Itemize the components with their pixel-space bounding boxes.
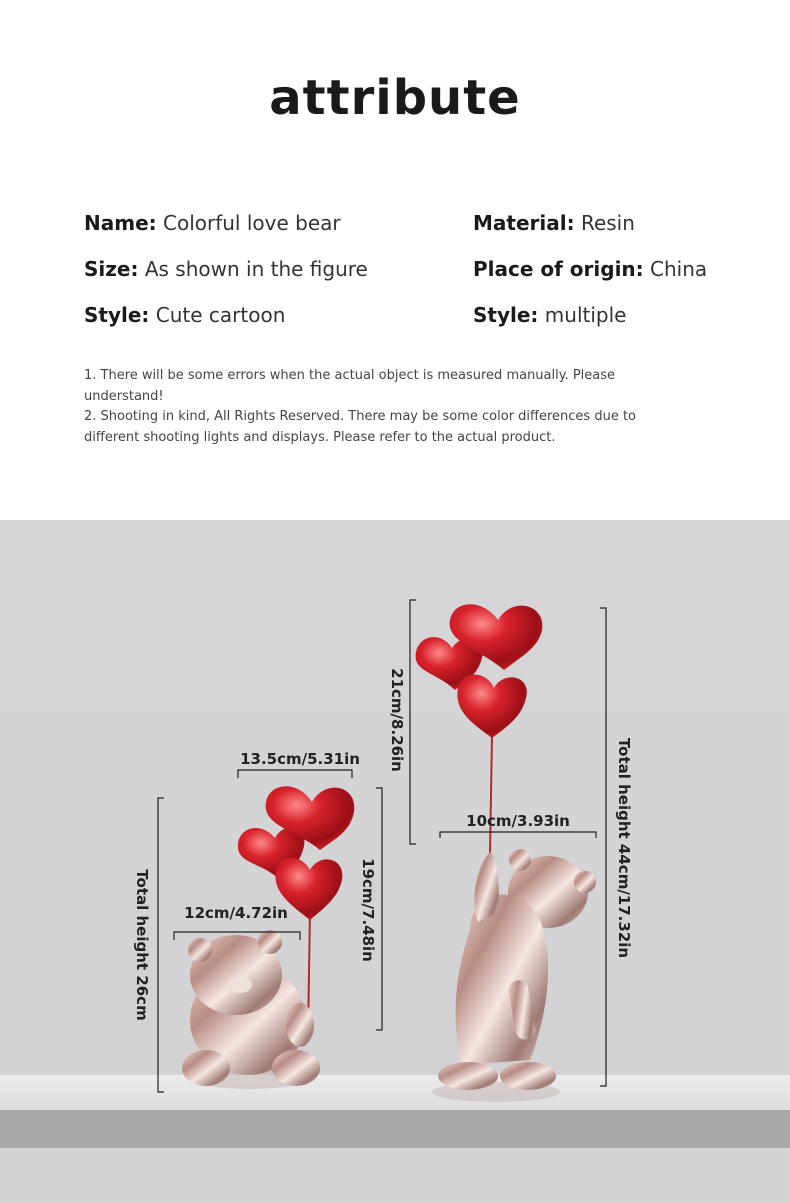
- shelf-top: [0, 1075, 790, 1110]
- product-photo: [0, 520, 790, 1203]
- attribute-key: Style:: [473, 303, 539, 327]
- small-heart-balloons: [238, 786, 354, 920]
- page-title: attribute: [269, 70, 521, 126]
- attribute-value: As shown in the figure: [144, 257, 368, 281]
- notes: [84, 366, 694, 448]
- large-bear-width-label: 10cm/3.93in: [466, 812, 570, 830]
- attribute-value: China: [650, 257, 708, 281]
- small-balloon-height-label: 19cm/7.48in: [359, 858, 377, 962]
- attribute-style-variant: [473, 303, 626, 327]
- attribute-value: multiple: [544, 303, 627, 327]
- attribute-name: [84, 211, 341, 235]
- attribute-key: Material:: [473, 211, 575, 235]
- attribute-value: Colorful love bear: [163, 211, 341, 235]
- balloon-string: [490, 735, 492, 855]
- large-balloon-height-label: 21cm/8.26in: [388, 668, 406, 772]
- large-heart-balloons: [416, 604, 543, 738]
- small-bear: [182, 930, 320, 1089]
- attribute-style: [84, 303, 285, 327]
- small-bear-width-label: 12cm/4.72in: [184, 904, 288, 922]
- note-item: 1. There will be some errors when the actual object is measured manually. Please understand!: [84, 368, 616, 404]
- attribute-size: [84, 257, 368, 281]
- attribute-value: Resin: [580, 211, 635, 235]
- small-total-height-label: Total height 26cm: [133, 869, 151, 1021]
- small-balloon-width-label: 13.5cm/5.31in: [240, 750, 360, 768]
- attribute-origin: [473, 257, 707, 281]
- attribute-key: Size:: [84, 257, 139, 281]
- large-bear: [432, 849, 596, 1102]
- shelf-edge: [0, 1110, 790, 1148]
- attribute-value: Cute cartoon: [155, 303, 286, 327]
- product-illustration: [0, 520, 790, 1203]
- attribute-key: Style:: [84, 303, 150, 327]
- note-item: 2. Shooting in kind, All Rights Reserved. There may be some color differences due to different shooting lights and displays. Please refer to the actual product.: [84, 409, 637, 445]
- attribute-key: Place of origin:: [473, 257, 644, 281]
- large-total-height-label: Total height 44cm/17.32in: [615, 737, 633, 959]
- attribute-material: [473, 211, 635, 235]
- shelf-shadow: [0, 1148, 790, 1203]
- attribute-key: Name:: [84, 211, 157, 235]
